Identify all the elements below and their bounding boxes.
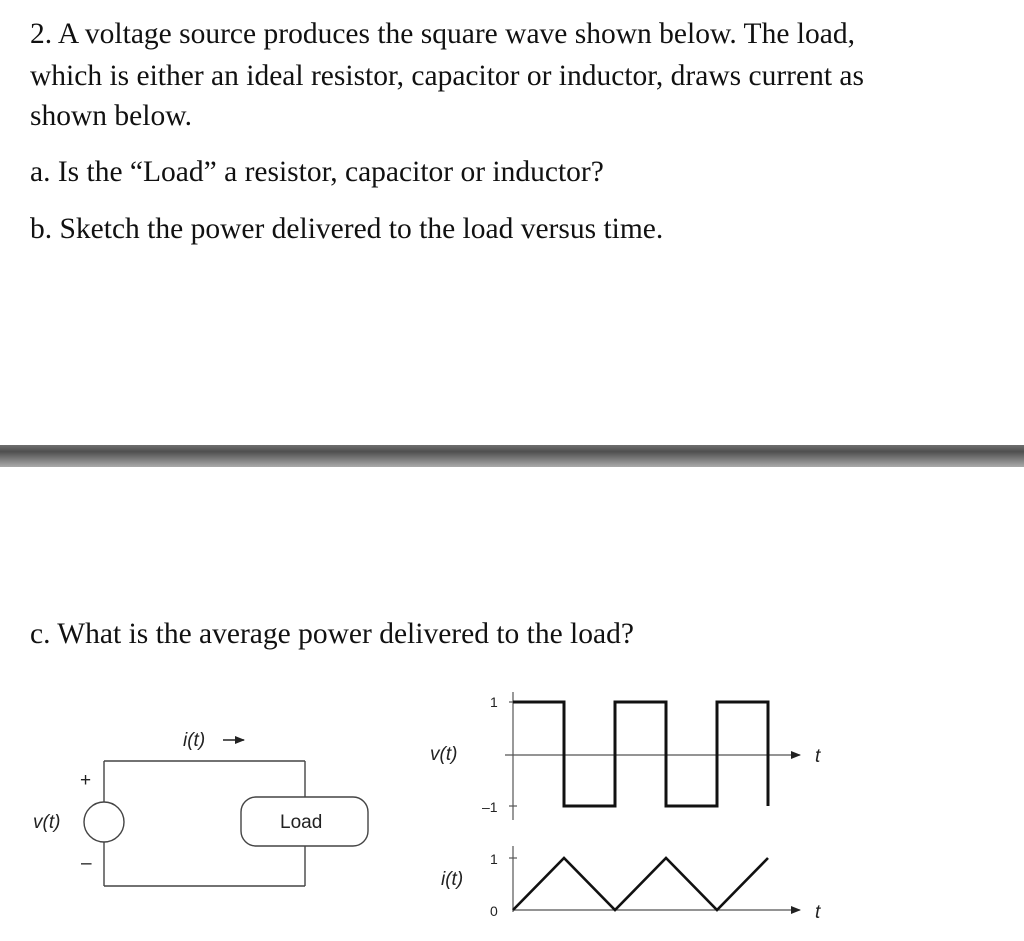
- voltage-xlabel: t: [815, 746, 821, 767]
- current-ylabel: i(t): [441, 869, 464, 890]
- question-part-a: a. Is the “Load” a resistor, capacitor or inductor?: [30, 156, 604, 188]
- plus-sign: +: [80, 770, 92, 791]
- voltage-waveform-plot: [505, 692, 800, 820]
- question-intro-line-3: shown below.: [30, 100, 192, 132]
- question-intro-line-1: 2. A voltage source produces the square wave shown below. The load,: [30, 18, 855, 50]
- minus-sign: –: [81, 853, 92, 874]
- source-label: v(t): [33, 812, 61, 833]
- current-tick-bottom-label: 0: [490, 903, 498, 919]
- current-triangle-wave: [513, 858, 768, 910]
- circuit-diagram: [84, 740, 368, 886]
- current-label: i(t): [183, 730, 206, 751]
- current-xlabel: t: [815, 902, 821, 923]
- circuit-and-waveforms-figure: [0, 680, 1024, 941]
- page-divider-bar: [0, 445, 1024, 467]
- figure-svg: [0, 680, 1024, 941]
- current-tick-top-label: 1: [490, 851, 498, 867]
- current-waveform-plot: [509, 846, 800, 912]
- voltage-square-wave: [513, 702, 768, 806]
- load-label: Load: [280, 812, 323, 833]
- voltage-ylabel: v(t): [430, 744, 458, 765]
- voltage-tick-top-label: 1: [490, 694, 498, 710]
- voltage-tick-bottom-label: –1: [482, 799, 498, 815]
- voltage-source-icon: [84, 802, 124, 842]
- question-part-c: c. What is the average power delivered to the load?: [30, 618, 634, 650]
- question-part-b: b. Sketch the power delivered to the load versus time.: [30, 213, 664, 245]
- question-intro-line-2: which is either an ideal resistor, capacitor or inductor, draws current as: [30, 60, 864, 92]
